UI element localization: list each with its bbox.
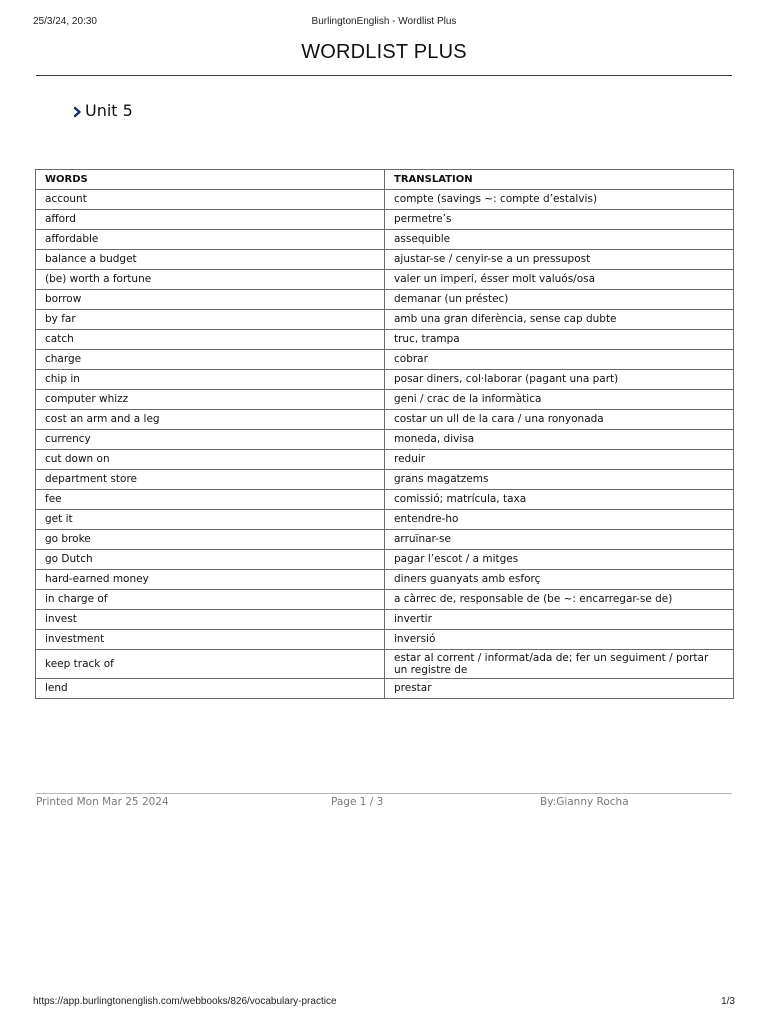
translation-cell: reduir xyxy=(385,450,734,470)
table-row xyxy=(36,650,734,679)
table-row xyxy=(36,190,734,210)
translation-cell: entendre-ho xyxy=(385,510,734,530)
word-cell: balance a budget xyxy=(36,250,385,270)
word-cell: by far xyxy=(36,310,385,330)
column-header-translation: TRANSLATION xyxy=(385,170,734,190)
wordlist-body xyxy=(36,190,734,699)
word-cell: hard-earned money xyxy=(36,570,385,590)
word-cell: keep track of xyxy=(36,650,385,679)
translation-cell: pagar l’escot / a mitges xyxy=(385,550,734,570)
chevron-right-icon xyxy=(73,106,82,118)
table-row xyxy=(36,470,734,490)
word-cell: go Dutch xyxy=(36,550,385,570)
word-cell: affordable xyxy=(36,230,385,250)
print-footer xyxy=(0,796,768,810)
translation-cell: moneda, divisa xyxy=(385,430,734,450)
table-row xyxy=(36,679,734,699)
table-row xyxy=(36,510,734,530)
translation-cell: valer un imperi, ésser molt valuós/osa xyxy=(385,270,734,290)
printed-by: By:Gianny Rocha xyxy=(540,796,629,808)
translation-cell: diners guanyats amb esforç xyxy=(385,570,734,590)
table-row xyxy=(36,270,734,290)
table-row xyxy=(36,450,734,470)
table-row xyxy=(36,570,734,590)
word-cell: currency xyxy=(36,430,385,450)
table-row xyxy=(36,330,734,350)
table-row xyxy=(36,430,734,450)
print-datetime: 25/3/24, 20:30 xyxy=(33,16,97,27)
title-divider xyxy=(36,75,732,76)
table-row xyxy=(36,490,734,510)
word-cell: cut down on xyxy=(36,450,385,470)
word-cell: lend xyxy=(36,679,385,699)
translation-cell: arruïnar-se xyxy=(385,530,734,550)
translation-cell: amb una gran diferència, sense cap dubte xyxy=(385,310,734,330)
footer-divider xyxy=(36,793,732,794)
word-cell: borrow xyxy=(36,290,385,310)
table-row xyxy=(36,390,734,410)
translation-cell: invertir xyxy=(385,610,734,630)
word-cell: cost an arm and a leg xyxy=(36,410,385,430)
word-cell: investment xyxy=(36,630,385,650)
table-row xyxy=(36,350,734,370)
translation-cell: a càrrec de, responsable de (be ~: encarregar-se de) xyxy=(385,590,734,610)
word-cell: go broke xyxy=(36,530,385,550)
translation-cell: grans magatzems xyxy=(385,470,734,490)
table-row xyxy=(36,230,734,250)
table-row xyxy=(36,530,734,550)
browser-page-number: 1/3 xyxy=(721,996,735,1007)
print-header xyxy=(0,16,768,30)
translation-cell: comissió; matrícula, taxa xyxy=(385,490,734,510)
table-row xyxy=(36,290,734,310)
table-row xyxy=(36,370,734,390)
page-title: WORDLIST PLUS xyxy=(301,41,467,63)
translation-cell: ajustar-se / cenyir-se a un pressupost xyxy=(385,250,734,270)
table-row xyxy=(36,590,734,610)
word-cell: department store xyxy=(36,470,385,490)
page-indicator: Page 1 / 3 xyxy=(331,796,384,808)
table-row xyxy=(36,210,734,230)
translation-cell: permetre’s xyxy=(385,210,734,230)
unit-label: Unit 5 xyxy=(85,101,133,120)
word-cell: fee xyxy=(36,490,385,510)
word-cell: charge xyxy=(36,350,385,370)
translation-cell: inversió xyxy=(385,630,734,650)
table-row xyxy=(36,630,734,650)
word-cell: afford xyxy=(36,210,385,230)
translation-cell: geni / crac de la informàtica xyxy=(385,390,734,410)
translation-cell: assequible xyxy=(385,230,734,250)
translation-cell: cobrar xyxy=(385,350,734,370)
browser-print-footer xyxy=(0,996,768,1010)
table-row xyxy=(36,610,734,630)
word-cell: catch xyxy=(36,330,385,350)
word-cell: in charge of xyxy=(36,590,385,610)
wordlist-table xyxy=(35,169,734,699)
translation-cell: costar un ull de la cara / una ronyonada xyxy=(385,410,734,430)
translation-cell: posar diners, col·laborar (pagant una part) xyxy=(385,370,734,390)
table-row xyxy=(36,310,734,330)
word-cell: chip in xyxy=(36,370,385,390)
word-cell: computer whizz xyxy=(36,390,385,410)
word-cell: account xyxy=(36,190,385,210)
column-header-words: WORDS xyxy=(36,170,385,190)
word-cell: get it xyxy=(36,510,385,530)
table-header-row xyxy=(36,170,734,190)
printed-date: Printed Mon Mar 25 2024 xyxy=(36,796,169,808)
table-row xyxy=(36,250,734,270)
table-row xyxy=(36,410,734,430)
table-row xyxy=(36,550,734,570)
translation-cell: compte (savings ~: compte d’estalvis) xyxy=(385,190,734,210)
translation-cell: truc, trampa xyxy=(385,330,734,350)
word-cell: (be) worth a fortune xyxy=(36,270,385,290)
unit-heading[interactable] xyxy=(73,101,133,120)
translation-cell: demanar (un préstec) xyxy=(385,290,734,310)
word-cell: invest xyxy=(36,610,385,630)
translation-cell: estar al corrent / informat/ada de; fer un seguiment / portar un registre de xyxy=(385,650,734,679)
translation-cell: prestar xyxy=(385,679,734,699)
page-url: https://app.burlingtonenglish.com/webbooks/826/vocabulary-practice xyxy=(33,996,337,1007)
print-document-title: BurlingtonEnglish - Wordlist Plus xyxy=(311,16,457,27)
